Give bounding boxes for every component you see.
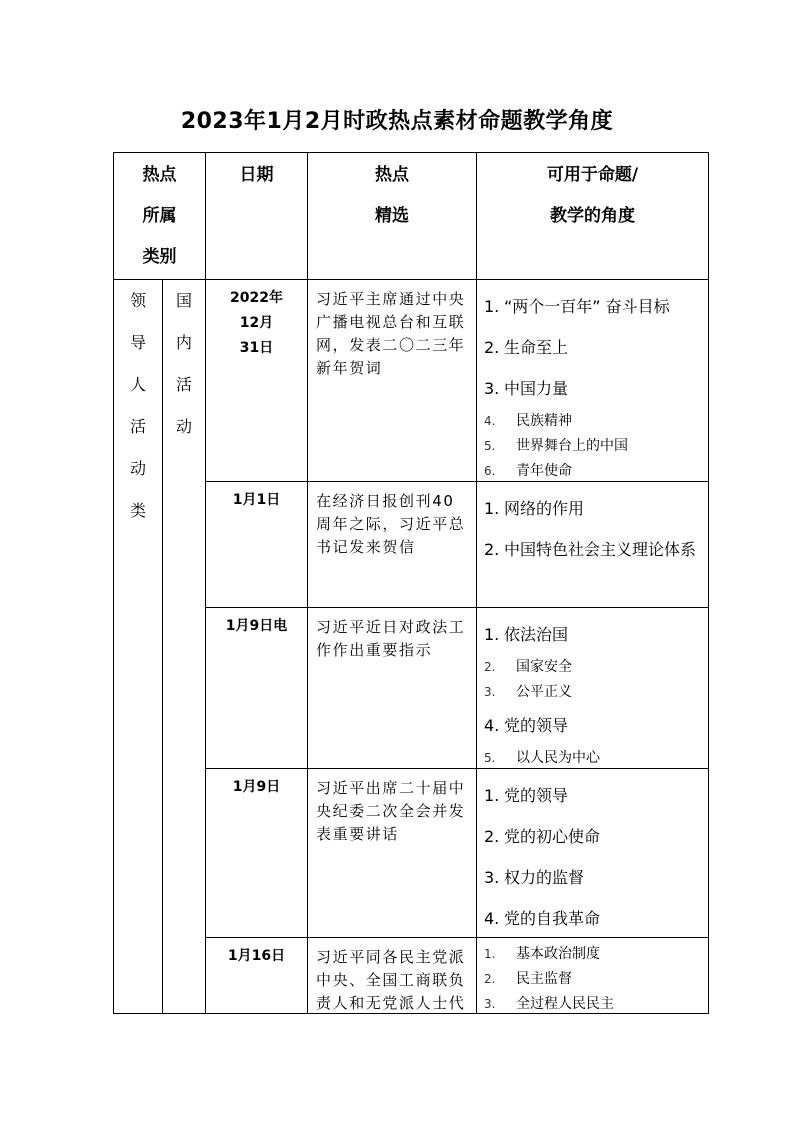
angle-item: 3. 全过程人民民主 bbox=[484, 996, 614, 1012]
header-category-line: 类别 bbox=[142, 247, 177, 267]
angle-item: 4. 民族精神 bbox=[484, 413, 572, 429]
row-topic: 习近平主席通过中央广播电视总台和互联网，发表二〇二三年新年贺词 bbox=[316, 290, 466, 377]
row-date: 1月1日 bbox=[232, 492, 281, 508]
angle-item: 2. 民主监督 bbox=[484, 971, 572, 987]
angle-item: 1. 依法治国 bbox=[484, 625, 569, 644]
angle-item: 1. “两个一百年” 奋斗目标 bbox=[484, 297, 670, 316]
row-angles bbox=[477, 482, 708, 570]
row-topic: 习近平近日对政法工作作出重要指示 bbox=[316, 618, 466, 659]
header-topic-line: 热点 bbox=[375, 165, 409, 185]
header-category-line: 所属 bbox=[142, 206, 177, 226]
angle-item: 3. 公平正义 bbox=[484, 684, 572, 700]
header-category bbox=[114, 155, 205, 278]
row-date: 1月9日电 bbox=[225, 618, 288, 634]
hotspot-table bbox=[113, 152, 709, 1014]
header-angle-line: 教学的角度 bbox=[550, 206, 635, 226]
header-angle-line: 可用于命题/ bbox=[546, 165, 639, 185]
angle-item: 3. 中国力量 bbox=[484, 379, 569, 398]
angle-item: 3. 权力的监督 bbox=[484, 868, 585, 887]
angle-item: 1. 网络的作用 bbox=[484, 499, 585, 518]
row-topic: 习近平同各民主党派中央、全国工商联负责人和无党派人士代 bbox=[316, 948, 466, 1012]
page-title: 2023年1月2月时政热点素材命题教学角度 bbox=[180, 109, 614, 134]
header-topic-line: 精选 bbox=[375, 206, 409, 226]
row-topic: 在经济日报创刊40周年之际，习近平总书记发来贺信 bbox=[316, 492, 466, 556]
header-category-line: 热点 bbox=[142, 165, 177, 185]
angle-item: 1. 党的领导 bbox=[484, 786, 569, 805]
angle-item: 5. 以人民为中心 bbox=[484, 750, 600, 766]
angle-item: 2. 国家安全 bbox=[484, 659, 572, 675]
header-angle bbox=[477, 155, 708, 237]
category-main: 领 导 人 活 动 类 bbox=[129, 291, 146, 520]
angle-item: 4. 党的自我革命 bbox=[484, 909, 601, 928]
category-sub: 国 内 活 动 bbox=[175, 291, 192, 436]
row-date: 2022年 12月 31日 bbox=[230, 290, 283, 356]
header-date: 日期 bbox=[239, 165, 274, 185]
row-angles bbox=[477, 938, 708, 1017]
angle-item: 6. 青年使命 bbox=[484, 463, 572, 479]
row-angles bbox=[477, 280, 708, 484]
angle-item: 4. 党的领导 bbox=[484, 716, 569, 735]
angle-item: 2. 党的初心使命 bbox=[484, 827, 601, 846]
angle-item: 1. 基本政治制度 bbox=[484, 946, 600, 962]
angle-item: 5. 世界舞台上的中国 bbox=[484, 438, 628, 454]
row-angles bbox=[477, 769, 708, 939]
row-date: 1月9日 bbox=[232, 779, 281, 795]
row-date: 1月16日 bbox=[227, 948, 286, 964]
header-topic bbox=[308, 155, 476, 237]
row-topic: 习近平出席二十届中央纪委二次全会并发表重要讲话 bbox=[316, 779, 466, 843]
angle-item: 2. 生命至上 bbox=[484, 338, 569, 357]
row-angles bbox=[477, 608, 708, 771]
angle-item: 2. 中国特色社会主义理论体系 bbox=[484, 540, 697, 559]
